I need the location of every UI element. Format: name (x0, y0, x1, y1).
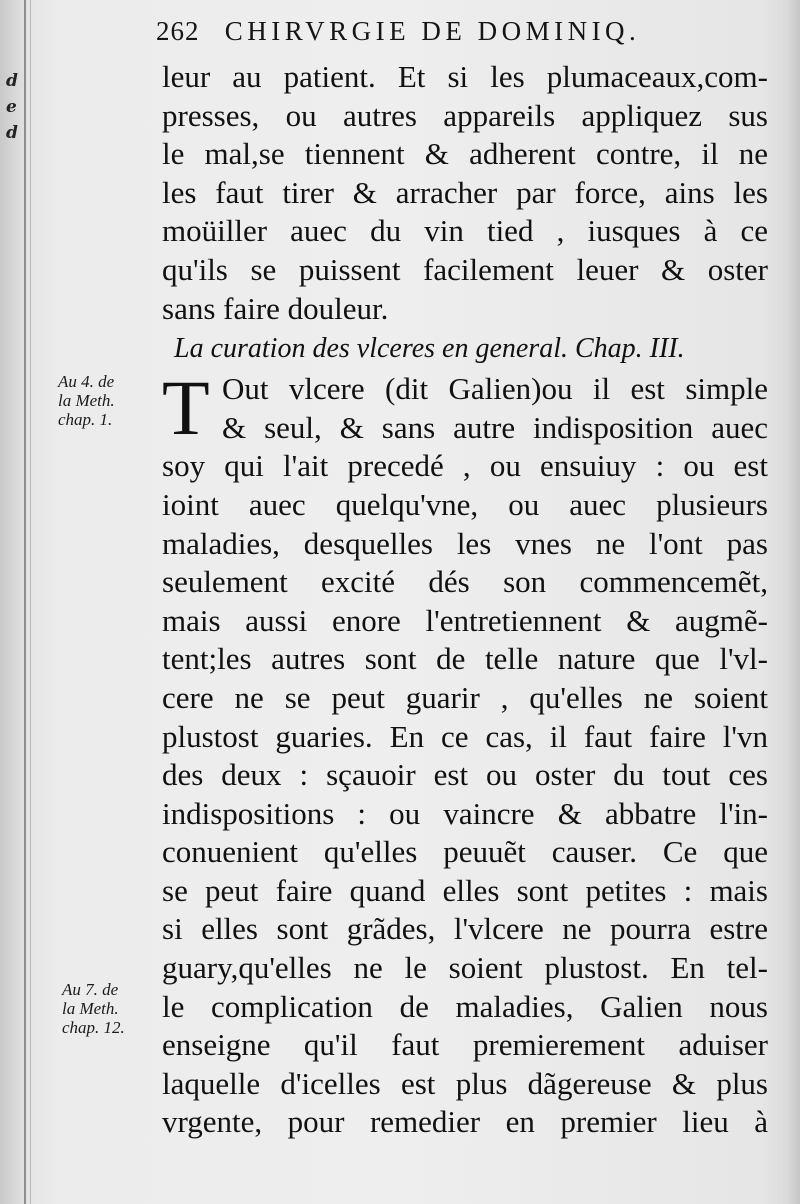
facing-page-edge-letters (6, 68, 18, 146)
text-line: leur au patient. Et si les plumaceaux,com- (162, 59, 768, 94)
text-line: plustost guaries. En ce cas, il faut faire l'vn (162, 718, 768, 754)
text-line: vrgente, pour remedier en premier lieu à (162, 1104, 768, 1140)
text-line: le complication de maladies, Galien nous (162, 988, 768, 1024)
edge-letter: e (6, 97, 17, 117)
margin-note-line: chap. 1. (58, 410, 113, 429)
text-line: si elles sont grãdes, l'vlcere ne pourra estre (162, 911, 768, 947)
text-line: conuenient qu'elles peuuẽt causer. Ce que (162, 834, 768, 870)
gutter-shadow (24, 0, 26, 1204)
text-line: cere ne se peut guarir , qu'elles ne soient (162, 679, 768, 715)
edge-letter: d (6, 123, 18, 143)
running-head (156, 16, 640, 47)
text-line: ioint auec quelqu'vne, ou auec plusieurs (162, 486, 768, 522)
body-text (162, 58, 768, 1142)
margin-note-line: la Meth. (58, 391, 115, 410)
gutter-line (30, 0, 31, 1204)
page-edge-shadow (786, 0, 800, 1204)
text-line: moüiller auec du vin tied , iusques à ce (162, 213, 768, 249)
margin-note-line: Au 4. de (58, 372, 115, 391)
text-line: indispositions : ou vaincre & abbatre l'in- (162, 795, 768, 831)
text-line: seulement excité dés son commencemẽt, (162, 564, 768, 600)
text-line: se peut faire quand elles sont petites : mais (162, 872, 768, 908)
margin-note-line: chap. 12. (62, 1018, 125, 1037)
text-line: & seul, & sans autre indisposition auec (222, 409, 768, 445)
text-line: Out vlcere (dit Galien)ou il est simple (222, 371, 768, 407)
margin-note-2 (62, 980, 125, 1037)
text-line: soy qui l'ait precedé , ou ensuiuy : ou est (162, 448, 768, 484)
text-line: qu'ils se puissent facilement leuer & oster (162, 251, 768, 287)
margin-note-1 (58, 372, 115, 429)
page-number: 262 (156, 16, 200, 46)
edge-letter: d (6, 71, 18, 91)
text-line: enseigne qu'il faut premierement aduiser (162, 1027, 768, 1063)
text-line: tent;les autres sont de telle nature que l'vl- (162, 641, 768, 677)
text-line: laquelle d'icelles est plus dãgereuse & plus (162, 1065, 768, 1101)
text-line: le mal,se tiennent & adherent contre, il ne (162, 136, 768, 172)
text-line: guary,qu'elles ne le soient plustost. En tel- (162, 950, 768, 986)
margin-note-line: la Meth. (62, 999, 119, 1018)
running-title: CHIRVRGIE DE DOMINIQ. (224, 16, 641, 46)
margin-note-line: Au 7. de (62, 980, 119, 999)
text-line: sans faire douleur. (162, 290, 389, 326)
text-line: mais aussi enore l'entretiennent & augmẽ- (162, 602, 768, 638)
text-line: maladies, desquelles les vnes ne l'ont pas (162, 525, 768, 561)
text-line: des deux : sçauoir est ou oster du tout ces (162, 757, 768, 793)
text-line: presses, ou autres appareils appliquez sus (162, 97, 768, 133)
chapter-title: La curation des vlceres en general. Chap. III. (174, 333, 685, 365)
text-line: les faut tirer & arracher par force, ains les (162, 174, 768, 210)
dropcap-paragraph (162, 364, 768, 452)
drop-capital: T (162, 364, 210, 452)
